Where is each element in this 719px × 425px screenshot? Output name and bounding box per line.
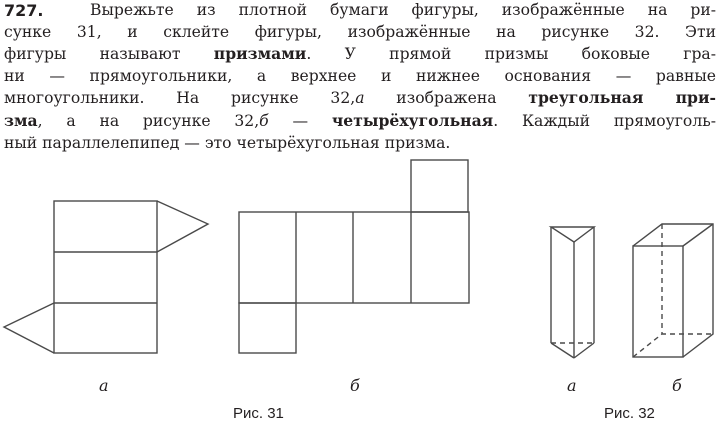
net-bottom-square <box>239 303 296 353</box>
problem-text-line-5: многоугольники. На рисунке 32,а изображена треугольная при- <box>4 88 716 108</box>
net-side-strip <box>239 212 469 303</box>
problem-text-line-1: Вырежьте из плотной бумаги фигуры, изображённые на ри- <box>90 1 716 19</box>
fig32a-label: а <box>567 376 577 395</box>
net-rectangles-outline <box>54 201 157 353</box>
fig32-caption: Рис. 32 <box>604 405 655 422</box>
problem-text-line-7: ный параллелепипед — это четырёхугольная призма. <box>4 133 451 152</box>
problem-text-line-2: сунке 31, и склейте фигуры, изображённые на рисунке 32. Эти <box>4 22 716 41</box>
net-bottom-triangle <box>4 303 54 353</box>
fig31a-label: а <box>99 376 109 395</box>
net-top-triangle <box>157 201 208 252</box>
fig32b-parallelepiped <box>633 224 713 357</box>
fig32a-triangular-prism <box>551 227 594 358</box>
fig32b-label: б <box>672 376 682 395</box>
fig31b-label: б <box>350 376 360 395</box>
problem-number: 727. <box>4 1 44 20</box>
fig31a-triangular-prism-net <box>4 201 208 353</box>
net-top-square <box>411 160 468 212</box>
term-prisms: призмами <box>213 44 307 64</box>
term-triangular-prism: треугольная при- <box>528 88 716 108</box>
fig31-caption: Рис. 31 <box>233 405 284 422</box>
fig31b-quadrilateral-prism-net <box>239 160 469 353</box>
problem-text-line-4: ни — прямоугольники, а верхнее и нижнее основания — равные <box>4 66 716 85</box>
problem-text-line-3: фигуры называют призмами. У прямой призмы боковые гра- <box>4 44 716 64</box>
problem-text-line-6: зма, а на рисунке 32,б — четырёхугольная. Каждый прямоуголь- <box>4 110 716 130</box>
term-quadrilateral: четырёхугольная <box>331 110 494 130</box>
